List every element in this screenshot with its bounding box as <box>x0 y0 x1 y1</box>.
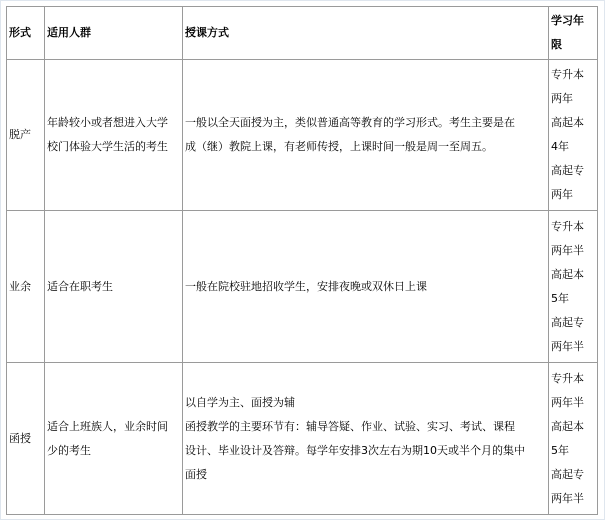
audience-line: 校门体验大学生活的考生 <box>47 140 168 153</box>
duration-cell <box>549 211 598 363</box>
duration-cell <box>549 60 598 211</box>
duration-line: 高起本 <box>551 267 584 281</box>
duration-line: 5年 <box>551 443 569 457</box>
audience-line: 年龄较小或者想进入大学 <box>47 116 168 129</box>
header-method: 授课方式 <box>183 7 549 60</box>
study-forms-table <box>6 6 598 515</box>
duration-line: 两年半 <box>551 395 584 409</box>
duration-cell <box>549 363 598 515</box>
header-row <box>7 7 598 60</box>
header-duration-line: 学习年 <box>551 14 584 27</box>
method-line: 以自学为主、面授为辅 <box>185 395 295 409</box>
duration-line: 两年 <box>551 92 573 105</box>
audience-line: 适合在职考生 <box>47 279 113 293</box>
audience-cell <box>45 211 183 363</box>
form-cell: 业余 <box>7 211 45 363</box>
duration-line: 两年 <box>551 188 573 201</box>
method-cell <box>183 211 549 363</box>
method-line: 设计、毕业设计及答辩。每学年安排3次左右为期10天或半个月的集中 <box>185 443 525 457</box>
duration-line: 两年半 <box>551 339 584 353</box>
duration-line: 高起本 <box>551 116 584 129</box>
form-cell: 函授 <box>7 363 45 515</box>
duration-line: 专升本 <box>551 68 584 81</box>
header-form: 形式 <box>7 7 45 60</box>
duration-line: 专升本 <box>551 219 584 233</box>
duration-line: 两年半 <box>551 243 584 257</box>
audience-cell <box>45 60 183 211</box>
form-cell: 脱产 <box>7 60 45 211</box>
audience-cell <box>45 363 183 515</box>
method-line: 面授 <box>185 467 207 481</box>
audience-line: 少的考生 <box>47 443 91 457</box>
method-cell <box>183 60 549 211</box>
duration-line: 高起专 <box>551 315 584 329</box>
method-line: 一般以全天面授为主，类似普通高等教育的学习形式。考生主要是在 <box>185 116 515 129</box>
header-duration <box>549 7 598 60</box>
duration-line: 两年半 <box>551 491 584 505</box>
table-row <box>7 60 598 211</box>
duration-line: 高起本 <box>551 419 584 433</box>
method-cell <box>183 363 549 515</box>
header-audience: 适用人群 <box>45 7 183 60</box>
table-row <box>7 211 598 363</box>
table-row <box>7 363 598 515</box>
duration-line: 高起专 <box>551 164 584 177</box>
method-line: 函授教学的主要环节有：辅导答疑、作业、试验、实习、考试、课程 <box>185 419 515 433</box>
audience-line: 适合上班族人，业余时间 <box>47 419 168 433</box>
duration-line: 专升本 <box>551 371 584 385</box>
method-line: 一般在院校驻地招收学生，安排夜晚或双休日上课 <box>185 279 427 293</box>
duration-line: 4年 <box>551 140 569 153</box>
duration-line: 5年 <box>551 291 569 305</box>
method-line: 成（继）教院上课，有老师传授，上课时间一般是周一至周五。 <box>185 140 493 153</box>
duration-line: 高起专 <box>551 467 584 481</box>
header-duration-line: 限 <box>551 38 562 51</box>
